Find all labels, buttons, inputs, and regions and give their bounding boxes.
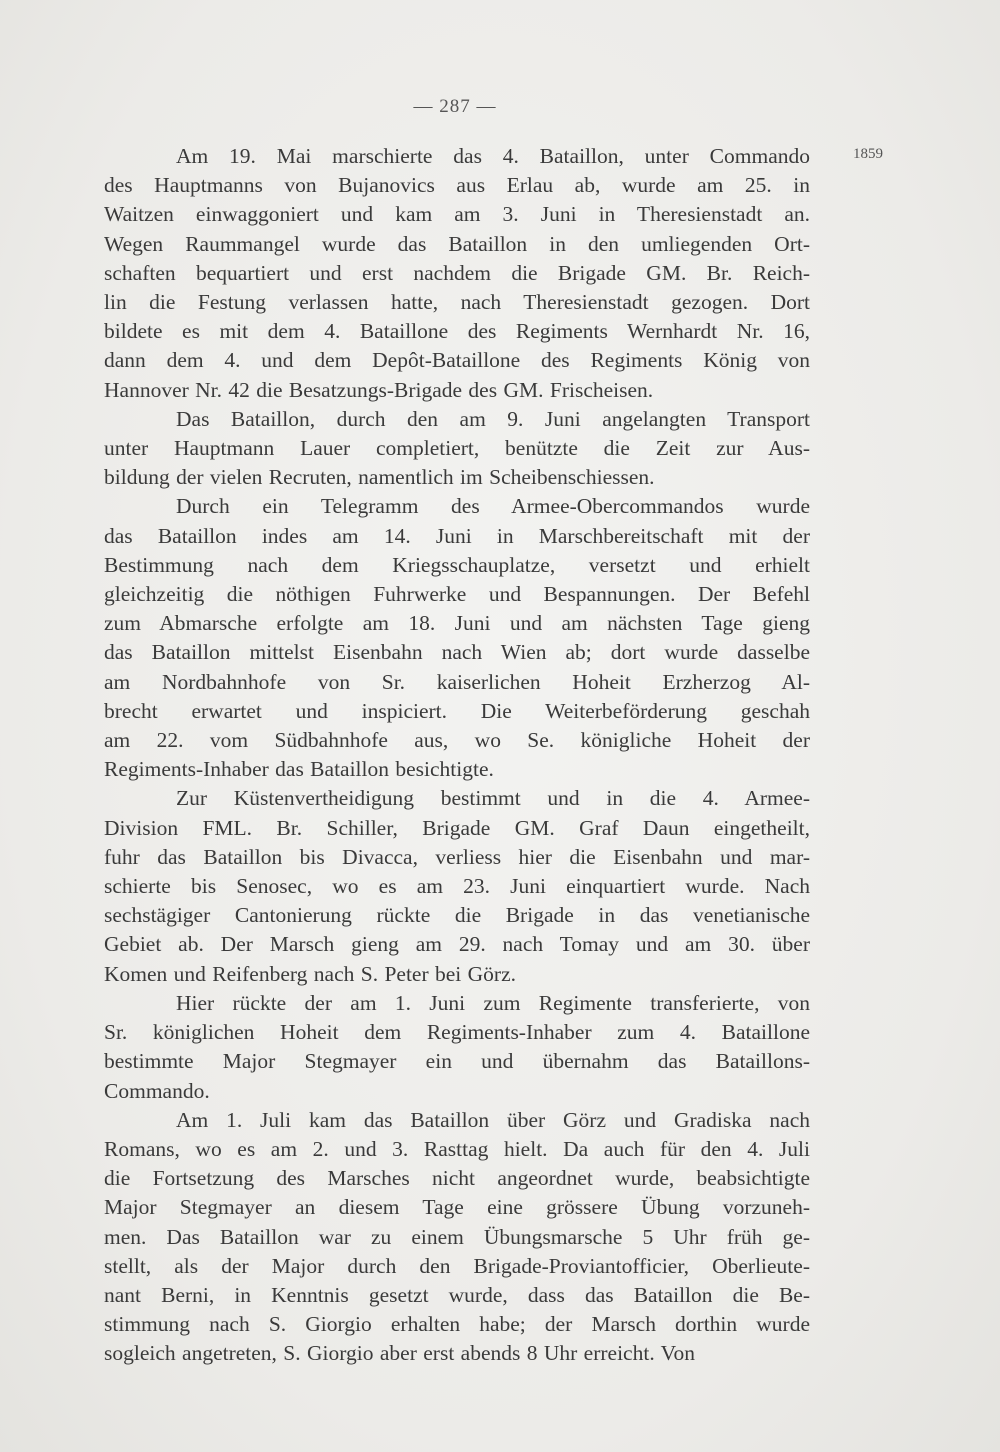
margin-note-year: 1859 [853,146,883,162]
paragraph [104,989,810,1106]
body-text [104,142,810,1369]
text-line: dann dem 4. und dem Depôt-Bataillone des Regiments König von [104,348,810,373]
text-line: nant Berni, in Kenntnis gesetzt wurde, dass das Bataillon die Be- [104,1282,810,1307]
text-line: Regiments-Inhaber das Bataillon besichtigte. [104,757,494,782]
text-line: lin die Festung verlassen hatte, nach Theresienstadt gezogen. Dort [104,290,810,315]
text-line: die Fortsetzung des Marsches nicht angeordnet wurde, beabsichtigte [104,1166,810,1191]
text-line: Commando. [104,1078,210,1103]
text-line: Wegen Raummangel wurde das Bataillon in den umliegenden Ort- [104,231,810,256]
text-line: stimmung nach S. Giorgio erhalten habe; der Marsch dorthin wurde [104,1312,810,1337]
text-line: bestimmte Major Stegmayer ein und übernahm das Bataillons- [104,1049,810,1074]
text-line: schaften bequartiert und erst nachdem die Brigade GM. Br. Reich- [104,260,810,285]
text-line: am Nordbahnhofe von Sr. kaiserlichen Hoheit Erzherzog Al- [104,669,810,694]
text-line: Durch ein Telegramm des Armee-Obercommandos wurde [176,494,810,519]
paragraph [104,784,810,988]
text-line: fuhr das Bataillon bis Divacca, verliess hier die Eisenbahn und mar- [104,844,810,869]
text-line: Das Bataillon, durch den am 9. Juni angelangten Transport [176,406,810,431]
text-line: schierte bis Senosec, wo es am 23. Juni einquartiert wurde. Nach [104,874,810,899]
text-line: Am 19. Mai marschierte das 4. Bataillon, unter Commando [176,144,810,168]
text-line: Bestimmung nach dem Kriegsschauplatze, versetzt und erhielt [104,552,810,577]
text-line: Hier rückte der am 1. Juni zum Regimente transferierte, von [176,990,810,1015]
text-line: unter Hauptmann Lauer completiert, benützte die Zeit zur Aus- [104,436,810,461]
text-line: gleichzeitig die nöthigen Fuhrwerke und Bespannungen. Der Befehl [104,582,810,607]
text-line: sechstägiger Cantonierung rückte die Brigade in das venetianische [104,903,810,928]
text-line: Gebiet ab. Der Marsch gieng am 29. nach Tomay und am 30. über [104,932,810,957]
text-line: brecht erwartet und inspiciert. Die Weiterbeförderung geschah [104,698,810,723]
paragraph [104,1106,810,1369]
paragraph [104,405,810,493]
text-line: Waitzen einwaggoniert und kam am 3. Juni in Theresienstadt an. [104,202,810,227]
text-line: das Bataillon indes am 14. Juni in Marschbereitschaft mit der [104,523,810,548]
page-number: — 287 — [413,96,497,117]
text-line: Komen und Reifenberg nach S. Peter bei Görz. [104,961,517,986]
text-line: des Hauptmanns von Bujanovics aus Erlau ab, wurde am 25. in [104,173,810,198]
text-line: bildete es mit dem 4. Bataillone des Regiments Wernhardt Nr. 16, [104,319,810,344]
text-line: am 22. vom Südbahnhofe aus, wo Se. königliche Hoheit der [104,728,810,753]
text-line: Major Stegmayer an diesem Tage eine grössere Übung vorzuneh- [104,1195,810,1220]
text-line: sogleich angetreten, S. Giorgio aber erst abends 8 Uhr erreicht. Von [104,1341,695,1366]
text-line: das Bataillon mittelst Eisenbahn nach Wien ab; dort wurde dasselbe [104,640,810,665]
text-line: Zur Küstenvertheidigung bestimmt und in die 4. Armee- [176,786,810,811]
text-line: stellt, als der Major durch den Brigade-Proviantofficier, Oberlieute- [104,1253,810,1278]
text-line: zum Abmarsche erfolgte am 18. Juni und am nächsten Tage gieng [104,611,810,636]
paragraph [104,492,810,784]
text-line: Sr. königlichen Hoheit dem Regiments-Inhaber zum 4. Bataillone [104,1020,810,1045]
text-line: men. Das Bataillon war zu einem Übungsmarsche 5 Uhr früh ge- [104,1224,810,1249]
text-line: Division FML. Br. Schiller, Brigade GM. Graf Daun eingetheilt, [104,815,810,840]
paragraph [104,142,810,405]
text-line: Hannover Nr. 42 die Besatzungs-Brigade des GM. Frischeisen. [104,377,654,402]
text-line: Am 1. Juli kam das Bataillon über Görz und Gradiska nach [176,1107,810,1132]
text-line: bildung der vielen Recruten, namentlich im Scheibenschiessen. [104,465,655,490]
text-line: Romans, wo es am 2. und 3. Rasttag hielt. Da auch für den 4. Juli [104,1136,810,1161]
